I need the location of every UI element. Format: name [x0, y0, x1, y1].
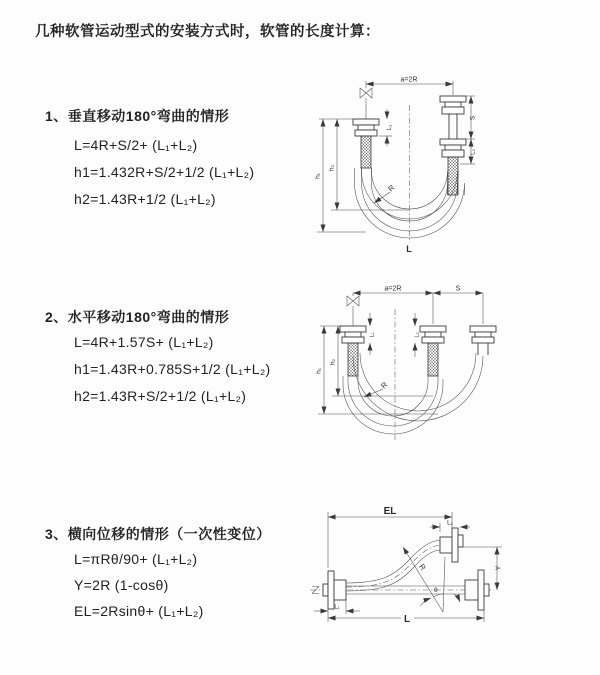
diagram-vertical-180-bend	[311, 71, 596, 261]
dim-label-a2r: a=2R	[384, 285, 402, 293]
dim-a2r	[366, 77, 453, 96]
dim-label-s: S	[469, 115, 477, 121]
dim-label-l1: L₁	[387, 124, 393, 131]
section-2-formula-1: L=4R+1.57S+ (L₁+L₂)	[74, 334, 214, 350]
dim-label-l: L	[403, 614, 411, 625]
dim-s	[433, 286, 483, 325]
dim-label-l2: L₂	[447, 520, 453, 527]
hose-u-curves	[343, 353, 483, 434]
flange-left	[323, 571, 346, 609]
page-title: 几种软管运动型式的安装方式时，软管的长度计算：	[35, 24, 380, 40]
section-3-heading: 3、横向位移的情形（一次性变位）	[45, 526, 271, 542]
dim-el	[328, 506, 452, 568]
flange-top	[440, 528, 463, 562]
dim-label-el: EL	[383, 506, 397, 517]
dim-label-theta: θ	[434, 587, 438, 594]
pipe-left	[353, 119, 379, 168]
dim-label-h1: h₁	[314, 173, 322, 179]
dim-label-r: R	[417, 562, 428, 572]
dim-l	[328, 609, 484, 625]
section-3-formula-2: Y=2R (1-cosθ)	[74, 577, 169, 593]
section-1-formula-1: L=4R+S/2+ (L₁+L₂)	[74, 137, 198, 153]
dim-label-h1: h₁	[315, 368, 323, 374]
pipe-middle	[420, 326, 446, 376]
braided-hose-left	[361, 136, 371, 168]
valve-icon	[347, 296, 359, 326]
dim-l2	[415, 313, 421, 357]
angle-construction	[403, 547, 460, 612]
dim-label-a2r: a=2R	[400, 76, 418, 84]
braided-hose-right	[448, 157, 458, 195]
diagram-horizontal-180-bend	[312, 281, 600, 465]
dim-label-l1: L₁	[334, 604, 340, 611]
pipe-right	[440, 96, 466, 195]
section-3-formula-3: EL=2Rsinθ+ (L₁+L₂)	[74, 603, 204, 619]
section-1-formula-2: h1=1.432R+S/2+1/2 (L₁+L₂)	[74, 164, 255, 180]
dim-l2	[430, 521, 470, 533]
dim-label-y: Y	[495, 565, 503, 571]
dim-label-l2: L₂	[470, 149, 477, 155]
dim-l1	[314, 600, 360, 614]
pipe-right	[470, 326, 496, 355]
flange-right	[465, 570, 489, 610]
section-2-heading: 2、水平移动180°弯曲的情形	[45, 309, 230, 325]
dim-label-l1: L₁	[369, 332, 376, 338]
dim-l1	[379, 109, 393, 146]
dim-label-r: R	[379, 380, 390, 391]
radius-leader	[374, 183, 397, 203]
dim-a2r	[353, 286, 433, 325]
dim-label-l2: L₂	[414, 332, 421, 338]
section-2-formula-2: h1=1.43R+0.785S+1/2 (L₁+L₂)	[74, 361, 271, 377]
dim-l1	[370, 313, 376, 355]
dim-label-h2: h₂	[328, 164, 336, 172]
valve-icon	[360, 88, 372, 119]
diagram-lateral-displacement	[302, 502, 598, 670]
braided-hose-middle	[428, 343, 438, 376]
section-1-formula-3: h2=1.43R+1/2 (L₁+L₂)	[74, 191, 216, 207]
dim-h1	[316, 326, 439, 414]
dim-label-l: L	[406, 244, 412, 254]
section-3-formula-1: L=πRθ/90+ (L₁+L₂)	[74, 551, 198, 567]
dim-label-s: S	[455, 285, 461, 293]
section-2-formula-3: h2=1.43R+S/2+1/2 (L₁+L₂)	[74, 388, 247, 404]
dim-label-h2: h₂	[329, 358, 337, 366]
section-1-heading: 1、垂直移动180°弯曲的情形	[45, 108, 230, 124]
dim-label-r: R	[386, 183, 397, 194]
